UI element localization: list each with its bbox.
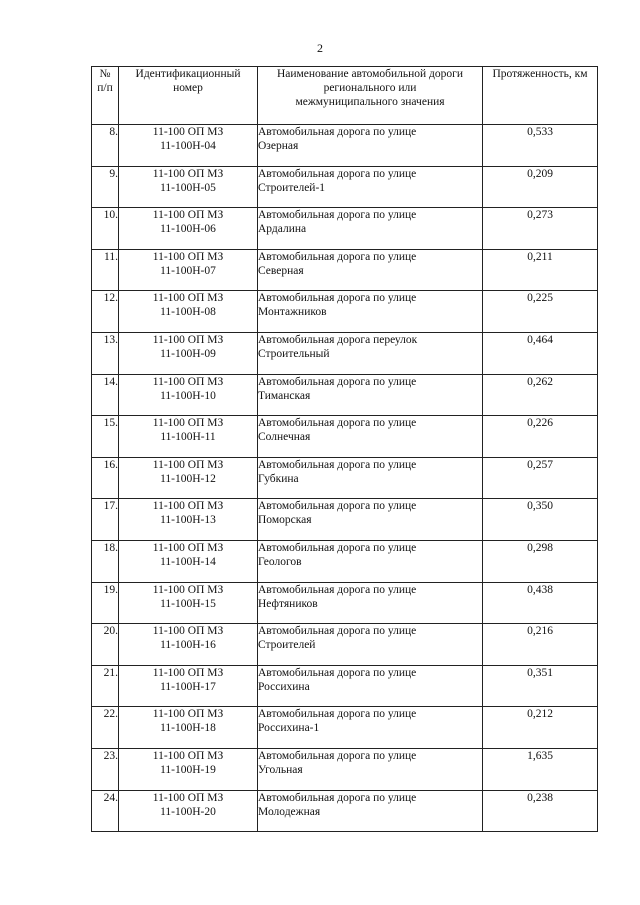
- row-number: 18.: [92, 540, 119, 582]
- row-road-name-line2: Строительный: [258, 347, 330, 360]
- header-identifier: [119, 67, 258, 125]
- row-road-name-line1: Автомобильная дорога по улице: [258, 458, 417, 471]
- row-identifier-line2: 11-100Н-17: [160, 680, 216, 693]
- row-road-name: [258, 790, 483, 832]
- row-number: 14.: [92, 374, 119, 416]
- table-header: [92, 67, 598, 125]
- row-road-name: [258, 582, 483, 624]
- row-road-name: [258, 374, 483, 416]
- row-identifier-line2: 11-100Н-12: [160, 472, 216, 485]
- row-identifier: [119, 416, 258, 458]
- row-road-name: [258, 624, 483, 666]
- row-road-name-line2: Ардалина: [258, 223, 307, 236]
- row-road-name-line2: Геологов: [258, 555, 302, 568]
- row-road-name-line2: Озерная: [258, 140, 299, 152]
- row-identifier-line2: 11-100Н-19: [160, 763, 216, 776]
- row-identifier: [119, 374, 258, 416]
- row-length: 0,262: [483, 374, 598, 416]
- row-length: 0,216: [483, 624, 598, 666]
- row-identifier-line1: 11-100 ОП МЗ: [152, 292, 224, 305]
- header-length-label: Протяженность, км: [492, 68, 588, 80]
- row-number: 20.: [92, 624, 119, 666]
- row-number: 22.: [92, 707, 119, 749]
- header-number-line2: п/п: [97, 82, 113, 94]
- row-identifier-line2: 11-100Н-15: [160, 597, 216, 610]
- row-road-name-line1: Автомобильная дорога по улице: [258, 666, 417, 679]
- row-length: 1,635: [483, 748, 598, 790]
- row-number: 13.: [92, 332, 119, 374]
- row-road-name: [258, 457, 483, 499]
- row-road-name-line1: Автомобильная дорога по улице: [258, 625, 417, 638]
- row-identifier-line2: 11-100Н-10: [160, 389, 216, 402]
- row-road-name-line1: Автомобильная дорога по улице: [258, 749, 417, 762]
- row-identifier-line1: 11-100 ОП МЗ: [152, 167, 224, 180]
- header-number-line1: №: [99, 68, 111, 80]
- row-road-name: [258, 540, 483, 582]
- row-identifier-line1: 11-100 ОП МЗ: [152, 708, 224, 721]
- table-row: [92, 416, 598, 458]
- row-number: 11.: [92, 249, 119, 291]
- row-road-name-line1: Автомобильная дорога по улице: [258, 126, 417, 138]
- row-road-name-line1: Автомобильная дорога по улице: [258, 708, 417, 721]
- table-row: [92, 249, 598, 291]
- header-road-name-line3: межмуниципального значения: [295, 96, 445, 108]
- row-identifier-line1: 11-100 ОП МЗ: [152, 126, 224, 138]
- row-length: 0,257: [483, 457, 598, 499]
- row-identifier: [119, 249, 258, 291]
- row-road-name: [258, 416, 483, 458]
- table-row: [92, 499, 598, 541]
- header-road-name-line1: Наименование автомобильной дороги: [276, 68, 464, 80]
- row-road-name: [258, 291, 483, 333]
- row-road-name-line2: Нефтяников: [258, 597, 318, 610]
- row-length: 0,438: [483, 582, 598, 624]
- row-length: 0,464: [483, 332, 598, 374]
- row-identifier-line1: 11-100 ОП МЗ: [152, 250, 224, 263]
- table-row: [92, 125, 598, 167]
- row-length: 0,211: [483, 249, 598, 291]
- row-identifier-line1: 11-100 ОП МЗ: [152, 417, 224, 430]
- row-road-name-line1: Автомобильная дорога по улице: [258, 500, 417, 513]
- row-road-name-line1: Автомобильная дорога по улице: [258, 250, 417, 263]
- table-row: [92, 166, 598, 208]
- row-identifier-line2: 11-100Н-13: [160, 514, 216, 527]
- row-number: 23.: [92, 748, 119, 790]
- row-length: 0,351: [483, 665, 598, 707]
- row-length: 0,209: [483, 166, 598, 208]
- row-identifier-line1: 11-100 ОП МЗ: [152, 500, 224, 513]
- row-identifier-line2: 11-100Н-06: [160, 223, 216, 236]
- table-row: [92, 790, 598, 832]
- row-number: 8.: [92, 125, 119, 167]
- row-identifier-line1: 11-100 ОП МЗ: [152, 375, 224, 388]
- row-identifier-line1: 11-100 ОП МЗ: [152, 583, 224, 596]
- row-number: 21.: [92, 665, 119, 707]
- row-number: 15.: [92, 416, 119, 458]
- row-road-name-line2: Тиманская: [258, 389, 311, 402]
- row-road-name-line2: Солнечная: [258, 431, 311, 444]
- header-length: [483, 67, 598, 125]
- row-road-name-line1: Автомобильная дорога по улице: [258, 167, 417, 180]
- row-identifier: [119, 208, 258, 250]
- row-number: 19.: [92, 582, 119, 624]
- row-identifier: [119, 790, 258, 832]
- row-identifier-line2: 11-100Н-08: [160, 306, 216, 319]
- row-road-name-line2: Россихина-1: [258, 722, 320, 735]
- row-identifier-line2: 11-100Н-04: [160, 140, 216, 152]
- header-number: [92, 67, 119, 125]
- row-identifier: [119, 582, 258, 624]
- row-road-name: [258, 707, 483, 749]
- row-road-name-line1: Автомобильная дорога по улице: [258, 583, 417, 596]
- row-length: 0,350: [483, 499, 598, 541]
- page-number: 2: [317, 41, 323, 55]
- row-identifier: [119, 707, 258, 749]
- table-row: [92, 748, 598, 790]
- row-number: 10.: [92, 208, 119, 250]
- row-road-name-line2: Губкина: [258, 472, 299, 485]
- row-road-name-line1: Автомобильная дорога по улице: [258, 375, 417, 388]
- row-road-name-line1: Автомобильная дорога по улице: [258, 292, 417, 305]
- row-length: 0,225: [483, 291, 598, 333]
- row-road-name-line2: Северная: [258, 264, 304, 277]
- row-road-name-line1: Автомобильная дорога по улице: [258, 791, 417, 804]
- row-number: 17.: [92, 499, 119, 541]
- row-identifier-line2: 11-100Н-09: [160, 347, 216, 360]
- row-road-name-line2: Строителей-1: [258, 181, 326, 194]
- row-length: 0,533: [483, 125, 598, 167]
- table-row: [92, 665, 598, 707]
- header-road-name-line2: регионального или: [323, 82, 417, 94]
- table-row: [92, 291, 598, 333]
- row-road-name: [258, 332, 483, 374]
- row-identifier-line1: 11-100 ОП МЗ: [152, 666, 224, 679]
- row-length: 0,298: [483, 540, 598, 582]
- row-road-name: [258, 208, 483, 250]
- table-row: [92, 582, 598, 624]
- row-identifier-line2: 11-100Н-14: [160, 555, 216, 568]
- row-identifier: [119, 166, 258, 208]
- header-identifier-line2: номер: [173, 82, 203, 94]
- row-road-name-line1: Автомобильная дорога по улице: [258, 417, 417, 430]
- table-row: [92, 208, 598, 250]
- row-identifier: [119, 665, 258, 707]
- row-length: 0,273: [483, 208, 598, 250]
- row-identifier-line1: 11-100 ОП МЗ: [152, 541, 224, 554]
- row-length: 0,212: [483, 707, 598, 749]
- row-identifier-line2: 11-100Н-20: [160, 805, 216, 818]
- table-row: [92, 374, 598, 416]
- row-identifier-line2: 11-100Н-05: [160, 181, 216, 194]
- row-identifier-line1: 11-100 ОП МЗ: [152, 458, 224, 471]
- table-row: [92, 332, 598, 374]
- row-identifier-line2: 11-100Н-11: [160, 431, 216, 444]
- row-road-name: [258, 499, 483, 541]
- row-identifier: [119, 457, 258, 499]
- table-row: [92, 624, 598, 666]
- row-identifier-line2: 11-100Н-18: [160, 722, 216, 735]
- row-road-name-line2: Россихина: [258, 680, 310, 693]
- row-identifier-line1: 11-100 ОП МЗ: [152, 749, 224, 762]
- row-road-name-line1: Автомобильная дорога переулок: [258, 333, 418, 346]
- row-number: 9.: [92, 166, 119, 208]
- row-road-name-line1: Автомобильная дорога по улице: [258, 541, 417, 554]
- row-length: 0,238: [483, 790, 598, 832]
- table-body: [92, 125, 598, 832]
- row-road-name: [258, 166, 483, 208]
- row-identifier-line1: 11-100 ОП МЗ: [152, 209, 224, 222]
- row-identifier-line2: 11-100Н-07: [160, 264, 216, 277]
- row-road-name: [258, 249, 483, 291]
- row-road-name-line2: Строителей: [258, 639, 316, 652]
- row-identifier-line1: 11-100 ОП МЗ: [152, 791, 224, 804]
- row-road-name-line2: Молодежная: [258, 805, 321, 818]
- row-identifier: [119, 291, 258, 333]
- roads-table: [91, 66, 598, 832]
- row-identifier: [119, 125, 258, 167]
- row-identifier-line1: 11-100 ОП МЗ: [152, 625, 224, 638]
- row-road-name-line2: Угольная: [258, 763, 303, 776]
- header-road-name: [258, 67, 483, 125]
- row-identifier: [119, 540, 258, 582]
- row-road-name: [258, 125, 483, 167]
- row-number: 16.: [92, 457, 119, 499]
- row-identifier-line2: 11-100Н-16: [160, 639, 216, 652]
- row-number: 12.: [92, 291, 119, 333]
- row-identifier-line1: 11-100 ОП МЗ: [152, 333, 224, 346]
- row-road-name-line2: Монтажников: [258, 306, 327, 319]
- row-number: 24.: [92, 790, 119, 832]
- row-length: 0,226: [483, 416, 598, 458]
- row-identifier: [119, 499, 258, 541]
- row-identifier: [119, 332, 258, 374]
- row-identifier: [119, 624, 258, 666]
- row-road-name-line2: Поморская: [258, 514, 312, 527]
- table-row: [92, 540, 598, 582]
- row-identifier: [119, 748, 258, 790]
- table-row: [92, 457, 598, 499]
- table-row: [92, 707, 598, 749]
- header-identifier-line1: Идентификационный: [135, 68, 241, 80]
- row-road-name: [258, 748, 483, 790]
- row-road-name: [258, 665, 483, 707]
- row-road-name-line1: Автомобильная дорога по улице: [258, 209, 417, 222]
